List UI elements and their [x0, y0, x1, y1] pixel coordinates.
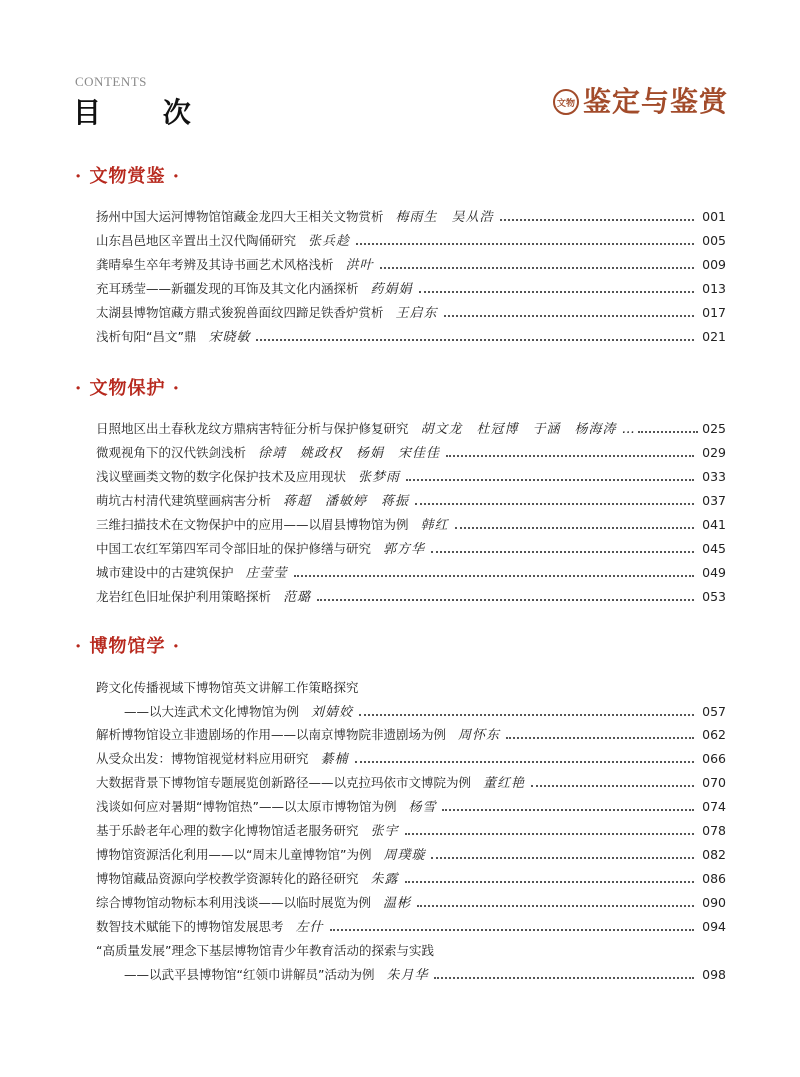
journal-logo: [553, 84, 728, 120]
leader-dots: [256, 338, 694, 341]
section-heading-cultural-relic-appreciation: · 文物赏鉴 ·: [75, 166, 181, 187]
toc-entry[interactable]: [96, 442, 726, 464]
section-heading-cultural-relic-protection: · 文物保护 ·: [75, 378, 181, 399]
toc-entry-author: 宋晓敏: [208, 330, 251, 345]
toc-entry-title: 博物馆藏品资源向学校教学资源转化的路径研究: [96, 871, 359, 886]
leader-dots: [294, 574, 694, 577]
toc-entry[interactable]: [96, 230, 726, 252]
toc-entry-author: 徐靖 姚政权 杨娟 宋佳佳: [258, 446, 441, 461]
toc-entry-page: 037: [702, 493, 726, 508]
toc-entry-page: 049: [702, 565, 726, 580]
toc-entry-page: 098: [702, 967, 726, 982]
toc-entry-title: 龚晴皋生卒年考辨及其诗书画艺术风格浅析: [96, 257, 334, 272]
leader-dots: [638, 430, 698, 433]
toc-entry-title: 三维扫描技术在文物保护中的应用——以眉县博物馆为例: [96, 517, 409, 532]
toc-entry[interactable]: [96, 820, 726, 842]
toc-entry-author: 左什: [295, 920, 324, 935]
toc-entry[interactable]: [96, 868, 726, 890]
toc-entry-page: 053: [702, 589, 726, 604]
toc-entry[interactable]: [96, 514, 726, 536]
toc-entry[interactable]: [96, 562, 726, 584]
toc-entry-page: 062: [702, 727, 726, 742]
toc-entry-page: 066: [702, 751, 726, 766]
toc-entry-title: 龙岩红色旧址保护利用策略探析: [96, 589, 272, 604]
toc-entry-title: 太湖县博物馆藏方鼎式狻猊兽面纹四蹄足铁香炉赏析: [96, 305, 384, 320]
toc-entry[interactable]: [96, 748, 726, 770]
leader-dots: [442, 808, 694, 811]
toc-entry-author: 庄莹莹: [245, 566, 288, 581]
leader-dots: [406, 478, 694, 481]
toc-entry-title: 日照地区出土春秋龙纹方鼎病害特征分析与保护修复研究: [96, 421, 409, 436]
leader-dots: [446, 454, 694, 457]
toc-entry-title: 充耳琇莹——新疆发现的耳饰及其文化内涵探析: [96, 281, 359, 296]
section-heading-museology: · 博物馆学 ·: [75, 636, 181, 657]
leader-dots: [431, 550, 694, 553]
toc-entry[interactable]: [96, 892, 726, 914]
toc-entry-title: 综合博物馆动物标本利用浅谈——以临时展览为例: [96, 895, 372, 910]
toc-entry[interactable]: [96, 724, 726, 746]
toc-entry-page: 029: [702, 445, 726, 460]
leader-dots: [359, 713, 694, 716]
leader-dots: [380, 266, 694, 269]
leader-dots: [431, 856, 694, 859]
toc-entry[interactable]: [124, 964, 726, 986]
toc-entry-page: 013: [702, 281, 726, 296]
toc-entry-author: 郭方华: [383, 542, 426, 557]
toc-entry-author: 周璞璇: [383, 848, 426, 863]
toc-entry[interactable]: [96, 490, 726, 512]
toc-entry[interactable]: [124, 701, 726, 723]
toc-entry-author: 刘婧姣: [311, 705, 354, 720]
toc-entry-page: 033: [702, 469, 726, 484]
toc-entry-author: 朱月华: [386, 968, 429, 983]
toc-entry-author: 药娟娟: [370, 282, 413, 297]
leader-dots: [405, 832, 694, 835]
toc-entry-page: 017: [702, 305, 726, 320]
toc-entry-author: 朱露: [370, 872, 399, 887]
toc-entry[interactable]: [96, 278, 726, 300]
toc-entry-title: 数智技术赋能下的博物馆发展思考: [96, 919, 284, 934]
toc-entry-title: 中国工农红军第四军司令部旧址的保护修缮与研究: [96, 541, 372, 556]
toc-entry-title: 大数据背景下博物馆专题展览创新路径——以克拉玛依市文博院为例: [96, 775, 472, 790]
toc-entry[interactable]: [96, 254, 726, 276]
leader-dots: [531, 784, 694, 787]
toc-entry-author: 綦楠: [320, 752, 349, 767]
toc-entry-page: 094: [702, 919, 726, 934]
toc-entry-title: 山东昌邑地区辛置出土汉代陶俑研究: [96, 233, 297, 248]
leader-dots: [405, 880, 694, 883]
toc-entry-author: 范璐: [283, 590, 312, 605]
leader-dots: [506, 736, 694, 739]
logo-seal-icon: 文物: [553, 89, 579, 115]
leader-dots: [356, 242, 694, 245]
leader-dots: [434, 976, 694, 979]
toc-entry-title: 基于乐龄老年心理的数字化博物馆适老服务研究: [96, 823, 359, 838]
toc-entry-page: 009: [702, 257, 726, 272]
toc-entry[interactable]: [96, 796, 726, 818]
toc-entry-page: 086: [702, 871, 726, 886]
toc-entry-title-line[interactable]: “高质量发展”理念下基层博物馆青少年教育活动的探索与实践: [96, 943, 434, 958]
toc-entry-title: 浅析旬阳“昌文”鼎: [96, 329, 197, 344]
toc-entry-page: 005: [702, 233, 726, 248]
toc-entry[interactable]: [96, 772, 726, 794]
toc-entry[interactable]: [96, 916, 726, 938]
leader-dots: [415, 502, 694, 505]
toc-entry-author: 王启东: [395, 306, 438, 321]
toc-entry-author: 温彬: [383, 896, 412, 911]
toc-entry-author: 蒋超 潘敏婷 蒋振: [283, 494, 410, 509]
toc-entry[interactable]: [96, 538, 726, 560]
toc-entry-author: 张兵趁: [308, 234, 351, 249]
toc-entry-page: 057: [702, 704, 726, 719]
toc-entry[interactable]: [96, 844, 726, 866]
toc-entry-page: 045: [702, 541, 726, 556]
toc-entry-subtitle: ——以武平县博物馆“红领巾讲解员”活动为例: [124, 967, 375, 982]
toc-entry-title-line[interactable]: 跨文化传播视域下博物馆英文讲解工作策略探究: [96, 680, 359, 695]
toc-entry[interactable]: [96, 418, 726, 440]
toc-entry-title: 博物馆资源活化利用——以“周末儿童博物馆”为例: [96, 847, 372, 862]
toc-entry-page: 078: [702, 823, 726, 838]
toc-entry[interactable]: [96, 206, 726, 228]
toc-entry-author: 韩红: [420, 518, 449, 533]
toc-entry-page: 070: [702, 775, 726, 790]
toc-entry-page: 074: [702, 799, 726, 814]
leader-dots: [444, 314, 694, 317]
toc-entry-title: 城市建设中的古建筑保护: [96, 565, 234, 580]
toc-entry-title: 萌坑古村清代建筑壁画病害分析: [96, 493, 272, 508]
toc-entry-title: 扬州中国大运河博物馆馆藏金龙四大王相关文物赏析: [96, 209, 384, 224]
toc-entry[interactable]: [96, 302, 726, 324]
contents-label-en: CONTENTS: [75, 74, 147, 89]
toc-entry[interactable]: [96, 466, 726, 488]
leader-dots: [330, 928, 694, 931]
toc-entry-page: 090: [702, 895, 726, 910]
toc-entry-author: 董红艳: [483, 776, 526, 791]
leader-dots: [419, 290, 694, 293]
leader-dots: [417, 904, 694, 907]
toc-entry-title: 微观视角下的汉代铁剑浅析: [96, 445, 247, 460]
toc-entry-page: 082: [702, 847, 726, 862]
toc-entry-subtitle: ——以大连武术文化博物馆为例: [124, 704, 300, 719]
toc-entry-page: 001: [702, 209, 726, 224]
toc-entry-page: 021: [702, 329, 726, 344]
leader-dots: [500, 218, 694, 221]
toc-entry-title: 解析博物馆设立非遗剧场的作用——以南京博物院非遗剧场为例: [96, 727, 447, 742]
logo-text: 鉴定与鉴赏: [583, 85, 729, 118]
toc-entry-page: 025: [702, 421, 726, 436]
toc-entry-page: 041: [702, 517, 726, 532]
toc-entry-author: 洪叶: [345, 258, 374, 273]
toc-entry-title: 从受众出发：博物馆视觉材料应用研究: [96, 751, 309, 766]
toc-entry-author: 胡文龙 杜冠博 于涵 杨海涛 …: [420, 422, 636, 437]
page-title: 目 次: [73, 96, 217, 129]
toc-entry-author: 梅雨生 吴从浩: [395, 210, 494, 225]
leader-dots: [317, 598, 694, 601]
toc-entry[interactable]: [96, 326, 726, 348]
toc-entry[interactable]: [96, 586, 726, 608]
toc-entry-author: 杨雪: [408, 800, 437, 815]
toc-entry-title: 浅谈如何应对暑期“博物馆热”——以太原市博物馆为例: [96, 799, 397, 814]
toc-entry-author: 周怀东: [458, 728, 501, 743]
leader-dots: [455, 526, 694, 529]
toc-entry-author: 张宇: [370, 824, 399, 839]
toc-entry-title: 浅议壁画类文物的数字化保护技术及应用现状: [96, 469, 347, 484]
toc-entry-author: 张梦雨: [358, 470, 401, 485]
leader-dots: [355, 760, 694, 763]
